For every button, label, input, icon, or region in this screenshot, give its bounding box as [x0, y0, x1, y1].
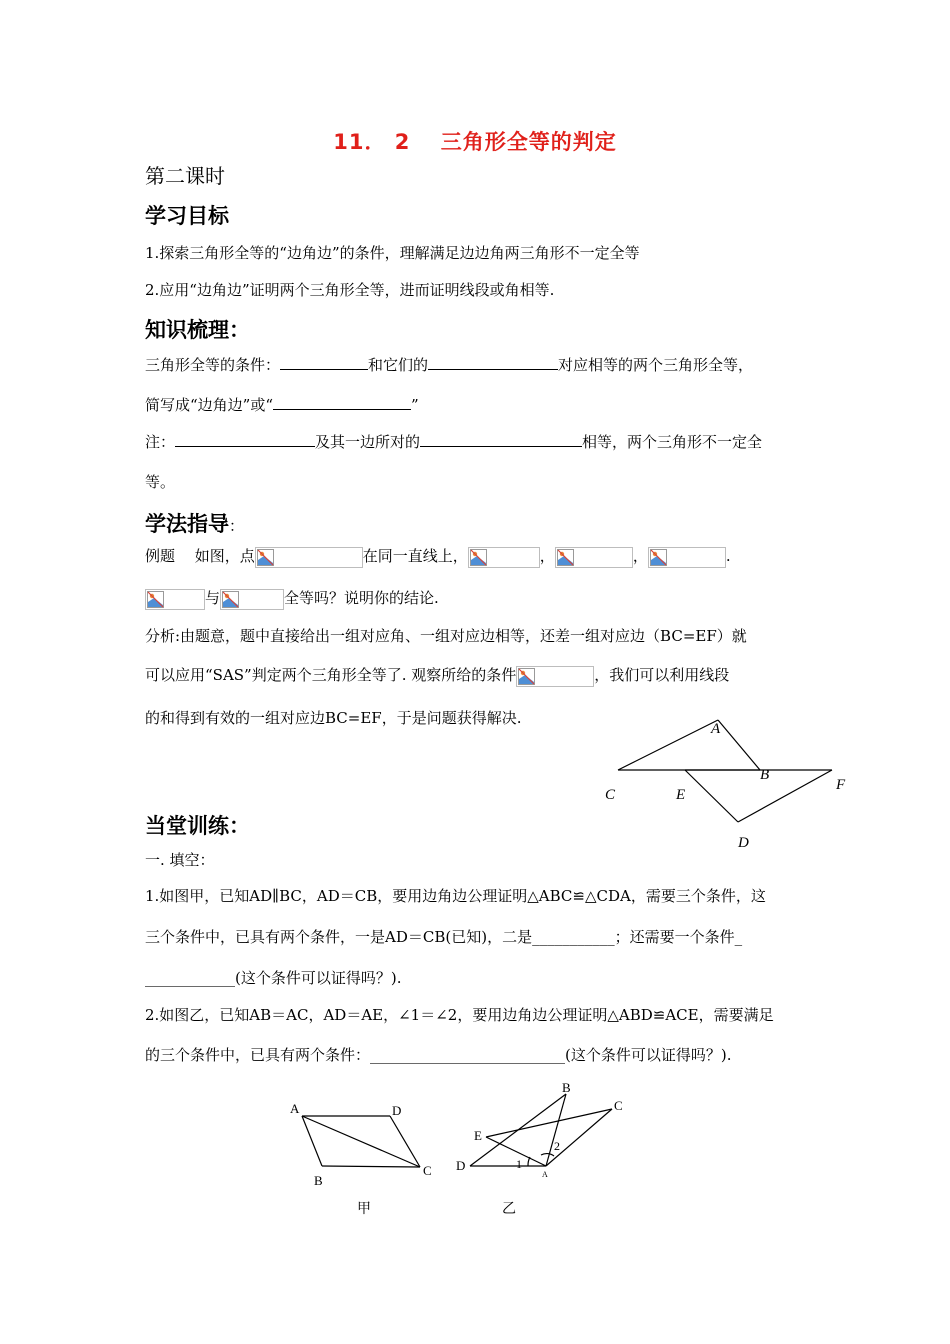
example-text: 例题 如图，点 [145, 547, 255, 565]
label-A: A [711, 721, 721, 737]
example-text: 在同一直线上， [362, 547, 468, 565]
example-text: . [725, 547, 731, 565]
angle-1-arc [528, 1157, 530, 1166]
method-heading: 学法指导 [145, 512, 229, 536]
example-text: ， [539, 547, 555, 565]
segment-ED [685, 770, 738, 822]
label-A: A [542, 1170, 548, 1179]
example-line-2 [145, 588, 439, 610]
figure-jia [282, 1095, 442, 1220]
label-E: E [474, 1128, 482, 1143]
formula-image [555, 547, 633, 568]
segment-DC [390, 1116, 420, 1167]
method-heading-colon: ： [229, 517, 245, 535]
knowledge-heading: 知识梳理： [145, 318, 250, 342]
question-1-line-2[interactable]: 三个条件中，已具有两个条件，一是AD＝CB(已知)，二是___________；还需要一个条件_ [145, 928, 743, 946]
example-text: ， [632, 547, 648, 565]
figure-caption-jia: 甲 [357, 1202, 371, 1217]
objective-item-2: 2.应用“边角边”证明两个三角形全等，进而证明线段或角相等. [145, 281, 555, 299]
example-line-1 [145, 546, 731, 568]
knowledge-text: 相等，两个三角形不一定全 [582, 433, 763, 451]
answer-blank[interactable] [428, 355, 558, 370]
example-figure [590, 712, 860, 857]
method-heading-wrap [145, 508, 244, 538]
label-A: A [290, 1101, 300, 1116]
segment-CA [618, 720, 718, 770]
label-D: D [392, 1103, 402, 1118]
answer-blank[interactable] [420, 432, 582, 447]
segment-EC [486, 1109, 612, 1137]
knowledge-text: 简写成“边角边”或“ [145, 396, 274, 414]
formula-image [516, 666, 594, 687]
label-D: D [738, 835, 749, 851]
knowledge-line-1 [145, 355, 753, 375]
segment-DF [738, 770, 832, 822]
broken-image-icon [650, 549, 667, 566]
example-text: 全等吗？说明你的结论. [284, 589, 439, 607]
formula-image [648, 547, 726, 568]
lesson-label: 第二课时 [145, 164, 225, 188]
label-B: B [314, 1173, 323, 1188]
label-C: C [423, 1163, 432, 1178]
answer-blank[interactable] [175, 432, 315, 447]
question-2-line-2[interactable]: 的三个条件中，已具有两个条件：__________________________(这个条件可以证得吗？). [145, 1046, 732, 1064]
knowledge-text: 及其一边所对的 [315, 433, 421, 451]
page-title: 11． 2 三角形全等的判定 [333, 130, 617, 154]
question-2-line-1: 2.如图乙，已知AB＝AC，AD＝AE，∠1＝∠2，要用边角边公理证明△ABD≌ACE，需要满足 [145, 1006, 774, 1024]
label-E: E [676, 787, 686, 803]
formula-image [145, 589, 205, 610]
analysis-line-2 [145, 665, 729, 687]
knowledge-text: 和它们的 [368, 356, 429, 374]
analysis-text: 可以应用“SAS”判定两个三角形全等了. 观察所给的条件 [145, 666, 517, 684]
objective-item-1: 1.探索三角形全等的“边角边”的条件，理解满足边边角两三角形不一定全等 [145, 244, 640, 262]
segment-AC [546, 1109, 612, 1166]
label-C: C [614, 1098, 623, 1113]
knowledge-text: 三角形全等的条件： [145, 356, 281, 374]
knowledge-line-4: 等。 [145, 473, 176, 491]
broken-image-icon [147, 591, 164, 608]
broken-image-icon [222, 591, 239, 608]
knowledge-line-2 [145, 395, 419, 415]
question-1-line-3[interactable]: ____________(这个条件可以证得吗？). [145, 969, 402, 987]
practice-heading: 当堂训练： [145, 814, 250, 838]
segment-AB [546, 1094, 566, 1166]
fill-heading: 一. 填空： [145, 851, 215, 869]
label-C: C [605, 787, 616, 803]
knowledge-line-3 [145, 432, 762, 452]
analysis-line-3: 的和得到有效的一组对应边BC=EF，于是问题获得解决. [145, 709, 522, 727]
segment-AB [718, 720, 760, 770]
angle-1-label: 1 [516, 1157, 522, 1171]
question-1-line-1: 1.如图甲，已知AD∥BC，AD＝CB，要用边角边公理证明△ABC≌△CDA，需要三个条件，这 [145, 887, 766, 905]
example-text: 与 [205, 589, 221, 607]
segment-BC [322, 1166, 420, 1167]
broken-image-icon [557, 549, 574, 566]
label-B: B [760, 767, 770, 783]
angle-2-label: 2 [554, 1139, 560, 1153]
label-B: B [562, 1080, 571, 1095]
analysis-text: ，我们可以利用线段 [594, 666, 730, 684]
broken-image-icon [518, 668, 535, 685]
analysis-line-1: 分析:由题意，题中直接给出一组对应角、一组对应边相等，还差一组对应边（BC=EF）就 [145, 627, 747, 645]
broken-image-icon [470, 549, 487, 566]
objectives-heading: 学习目标 [145, 204, 229, 228]
knowledge-text: ” [411, 396, 419, 414]
answer-blank[interactable] [280, 355, 368, 370]
formula-image [468, 547, 540, 568]
knowledge-text: 注： [145, 433, 176, 451]
label-F: F [836, 777, 846, 793]
knowledge-text: 对应相等的两个三角形全等， [558, 356, 754, 374]
label-D: D [456, 1158, 466, 1173]
figure-caption-yi: 乙 [502, 1202, 516, 1217]
formula-image [220, 589, 284, 610]
broken-image-icon [257, 549, 274, 566]
figure-yi [450, 1080, 640, 1220]
angle-2-arc [541, 1154, 554, 1156]
formula-image [255, 547, 363, 568]
answer-blank[interactable] [273, 395, 411, 410]
